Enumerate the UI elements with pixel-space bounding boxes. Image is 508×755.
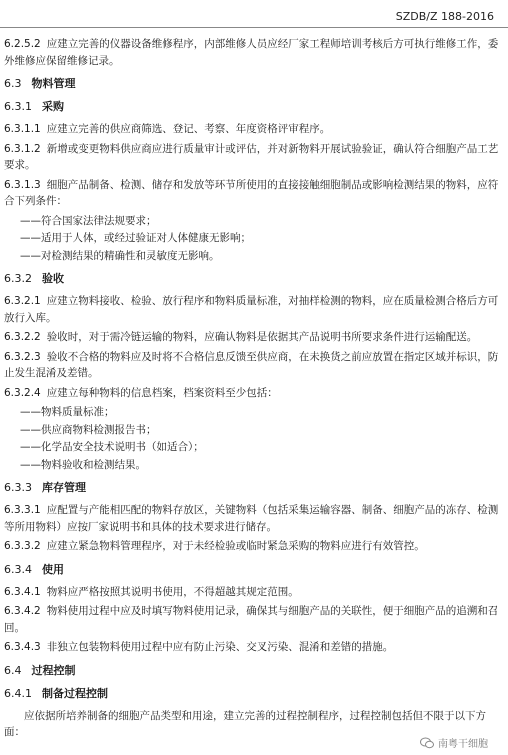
clause-text: 应建立完善的仪器设备维修程序，内部维修人员应经厂家工程师培训考核后方可执行维修工作，委外维修应保留维修记录。 bbox=[4, 38, 499, 67]
standard-code: SZDB/Z 188-2016 bbox=[395, 10, 494, 23]
document-body bbox=[4, 36, 502, 744]
section-number: 6.3.4 bbox=[4, 562, 32, 576]
clause-number: 6.3.3.2 bbox=[4, 540, 41, 552]
clause-number: 6.3.1.1 bbox=[4, 123, 41, 135]
header-rule bbox=[0, 27, 508, 28]
section-heading bbox=[4, 663, 502, 679]
clause-paragraph bbox=[4, 584, 502, 601]
clause-paragraph bbox=[4, 349, 502, 382]
section-title: 验收 bbox=[42, 272, 64, 285]
clause-number: 6.3.2.2 bbox=[4, 331, 41, 343]
watermark bbox=[416, 734, 492, 751]
clause-number: 6.3.4.1 bbox=[4, 585, 41, 598]
clause-paragraph bbox=[4, 639, 502, 656]
clause-paragraph bbox=[4, 141, 502, 174]
clause-text: 应建立每种物料的信息档案，档案资料至少包括： bbox=[46, 386, 278, 399]
clause-number: 6.3.4.2 bbox=[4, 605, 41, 617]
section-number: 6.3.1 bbox=[4, 100, 32, 113]
section-number: 6.4 bbox=[4, 663, 22, 677]
clause-text: 新增或变更物料供应商应进行质量审计或评估，并对新物料开展试验验证，确认符合细胞产品工艺要求。 bbox=[4, 142, 499, 171]
section-number: 6.4.1 bbox=[4, 686, 32, 700]
list-item: ——符合国家法律法规要求； bbox=[20, 214, 157, 227]
section-number: 6.3.2 bbox=[4, 272, 32, 285]
clause-text: 应依据所培养制备的细胞产品类型和用途，建立完善的过程控制程序，过程控制包括但不限于以下方面： bbox=[4, 709, 486, 738]
section-title: 使用 bbox=[42, 562, 64, 576]
section-heading bbox=[4, 99, 502, 115]
wechat-icon bbox=[420, 737, 434, 749]
clause-text: 物料应严格按照其说明书使用，不得超越其规定范围。 bbox=[46, 585, 299, 598]
list-item: ——供应商物料检测报告书； bbox=[20, 423, 157, 436]
clause-text: 应建立物料接收、检验、放行程序和物料质量标准，对抽样检测的物料，应在质量检测合格后方可放行入库。 bbox=[4, 295, 499, 324]
clause-number: 6.2.5.2 bbox=[4, 38, 41, 50]
clause-text: 验收时，对于需冷链运输的物料，应确认物料是依据其产品说明书所要求条件进行运输配送。 bbox=[46, 331, 478, 343]
list-item: ——适用于人体，或经过验证对人体健康无影响； bbox=[20, 232, 251, 244]
section-number: 6.3.3 bbox=[4, 481, 32, 494]
clause-paragraph bbox=[4, 36, 502, 69]
watermark-text: 南粤干细胞 bbox=[438, 739, 488, 750]
clause-text: 验收不合格的物料应及时将不合格信息反馈至供应商，在未换货之前应放置在指定区域并标识，防止发生混淆及差错。 bbox=[4, 350, 499, 379]
section-heading bbox=[4, 271, 502, 287]
clause-paragraph bbox=[4, 538, 502, 555]
clause-text: 物料使用过程中应及时填写物料使用记录，确保其与细胞产品的关联性，便于细胞产品的追溯和召回。 bbox=[4, 605, 499, 634]
section-number: 6.3 bbox=[4, 77, 22, 90]
clause-paragraph bbox=[4, 329, 502, 346]
clause-number: 6.3.1.2 bbox=[4, 142, 41, 155]
clause-paragraph bbox=[4, 121, 502, 138]
section-title: 采购 bbox=[42, 100, 64, 113]
clause-number: 6.3.1.3 bbox=[4, 178, 41, 191]
list-item: ——物料验收和检测结果。 bbox=[20, 458, 146, 471]
clause-paragraph bbox=[4, 177, 502, 210]
clause-text: 应建立完善的供应商筛选、登记、考察、年度资格评审程序。 bbox=[46, 123, 331, 135]
clause-number: 6.3.3.1 bbox=[4, 504, 41, 516]
list-item: ——化学品安全技术说明书（如适合）； bbox=[20, 441, 204, 453]
clause-number: 6.3.2.3 bbox=[4, 350, 41, 363]
clause-text: 非独立包装物料使用过程中应有防止污染、交叉污染、混淆和差错的措施。 bbox=[46, 641, 394, 653]
clause-number: 6.3.2.4 bbox=[4, 386, 41, 399]
section-title: 过程控制 bbox=[31, 663, 76, 677]
section-heading bbox=[4, 76, 502, 92]
clause-paragraph bbox=[4, 385, 502, 402]
clause-number: 6.3.4.3 bbox=[4, 641, 41, 653]
section-heading bbox=[4, 562, 502, 578]
clause-text: 应建立紧急物料管理程序，对于未经检验或临时紧急采购的物料应进行有效管控。 bbox=[46, 540, 425, 552]
clause-paragraph bbox=[4, 603, 502, 636]
list-item: ——物料质量标准； bbox=[20, 406, 115, 418]
clause-paragraph bbox=[4, 502, 502, 535]
section-heading bbox=[4, 480, 502, 496]
list-item: ——对检测结果的精确性和灵敏度无影响。 bbox=[20, 249, 220, 262]
section-title: 库存管理 bbox=[42, 481, 86, 494]
clause-paragraph bbox=[4, 293, 502, 326]
section-heading bbox=[4, 686, 502, 702]
clause-number: 6.3.2.1 bbox=[4, 295, 41, 307]
clause-text: 细胞产品制备、检测、储存和发放等环节所使用的直接接触细胞制品或影响检测结果的物料，应符合下列条件： bbox=[4, 178, 499, 207]
section-title: 物料管理 bbox=[31, 77, 76, 90]
section-title: 制备过程控制 bbox=[42, 686, 108, 700]
clause-text: 应配置与产能相匹配的物料存放区，关键物料（包括采集运输容器、制备、细胞产品的冻存、检测等所用物料）应按厂家说明书和具体的技术要求进行储存。 bbox=[4, 504, 499, 533]
